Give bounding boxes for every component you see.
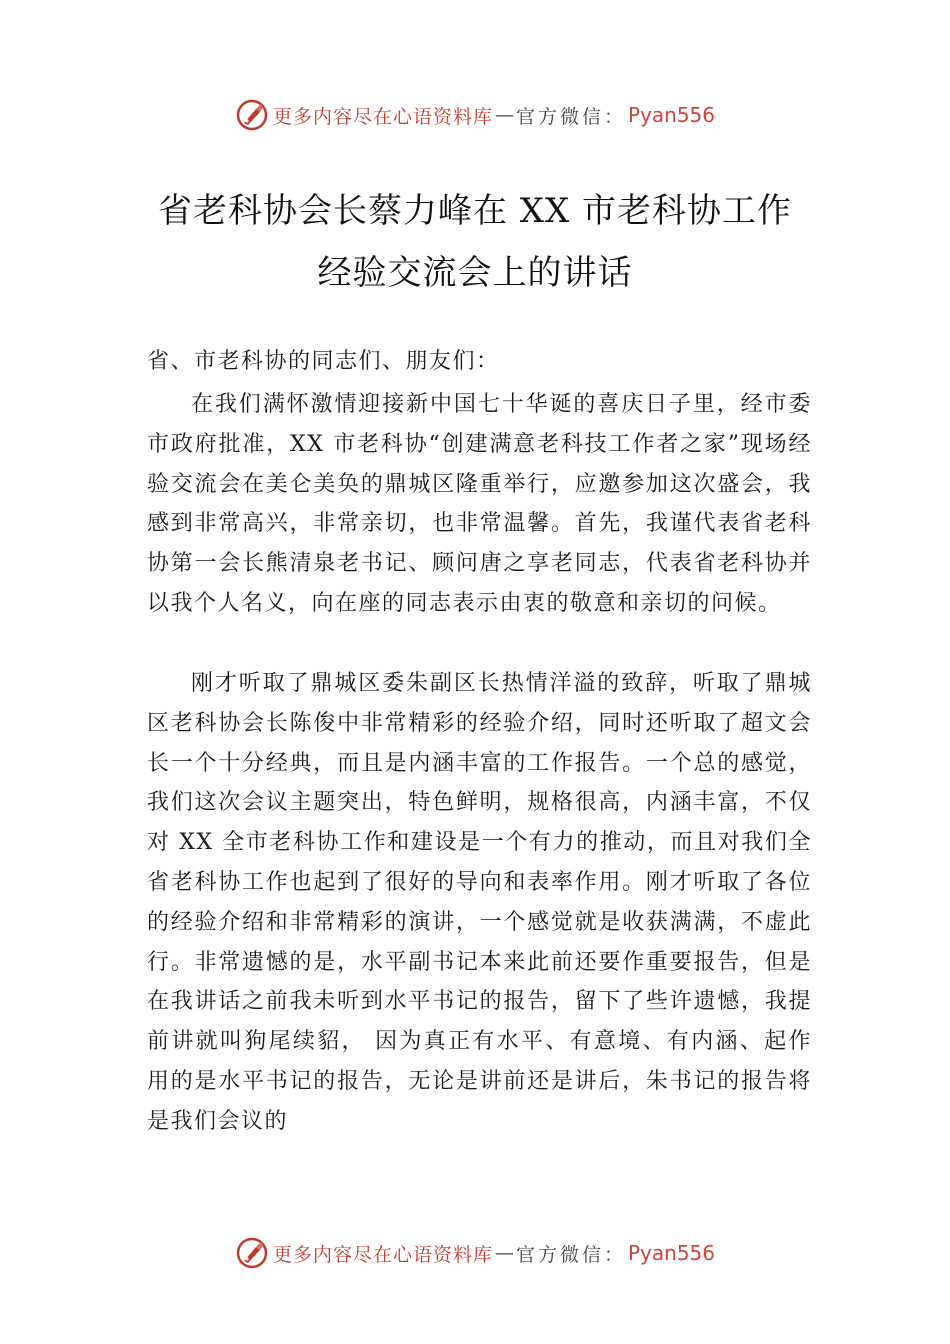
banner-dash: — (494, 104, 514, 126)
banner-middle-text: 官方微信： (515, 105, 626, 128)
banner-dash: — (494, 1242, 514, 1264)
header-banner (0, 95, 950, 135)
body-paragraph-2 (147, 664, 812, 1142)
document-title-line-2: 经验交流会上的讲话 (317, 253, 633, 293)
document-title-line-1: 省老科协会长蔡力峰在 XX 市老科协工作 (157, 191, 793, 231)
banner-wechat-id: Pyan556 (628, 103, 716, 127)
paragraph-text: 在我们满怀激情迎接新中国七十华诞的喜庆日子里，经市委市政府批准，XX 市老科协“创建满意老科技工作者之家”现场经验交流会在美仑美奂的鼎城区隆重举行，应邀参加这次盛会，我感到非常高兴，非常亲切，也非常温馨。首先，我谨代表省老科协第一会长熊清泉老书记、顾问唐之享老同志，代表省老科协并以我个人名义，向在座的同志表示由衷的敬意和亲切的问候。 (147, 392, 812, 616)
body-paragraph-1 (147, 385, 812, 624)
pen-nib-logo-icon (235, 98, 269, 132)
pen-nib-logo-icon (235, 1236, 269, 1270)
salutation: 省、市老科协的同志们、朋友们： (147, 349, 500, 374)
banner-middle-text: 官方微信： (515, 1243, 626, 1266)
paragraph-text: 刚才听取了鼎城区委朱副区长热情洋溢的致辞，听取了鼎城区老科协会长陈俊中非常精彩的经验介绍，同时还听取了超文会长一个十分经典，而且是内涵丰富的工作报告。一个总的感觉，我们这次会议主题突出，特色鲜明，规格很高，内涵丰富，不仅对 XX 全市老科协工作和建设是一个有力的推动，而且对我们全省老科协工作也起到了很好的导向和表率作用。刚才听取了各位的经验介绍和非常精彩的演讲，一个感觉就是收获满满，不虚此行。非常遗憾的是，水平副书记本来此前还要作重要报告，但是在我讲话之前我未听到水平书记的报告，留下了些许遗憾，我提前讲就叫狗尾续貂， 因为真正有水平、有意境、有内涵、起作用的是水平书记的报告，无论是讲前还是讲后，朱书记的报告将是我们会议的 (147, 671, 812, 1134)
banner-prefix-text: 更多内容尽在心语资料库 (272, 105, 493, 128)
banner-wechat-id: Pyan556 (628, 1241, 716, 1265)
banner-prefix-text: 更多内容尽在心语资料库 (272, 1243, 493, 1266)
footer-banner (0, 1233, 950, 1273)
